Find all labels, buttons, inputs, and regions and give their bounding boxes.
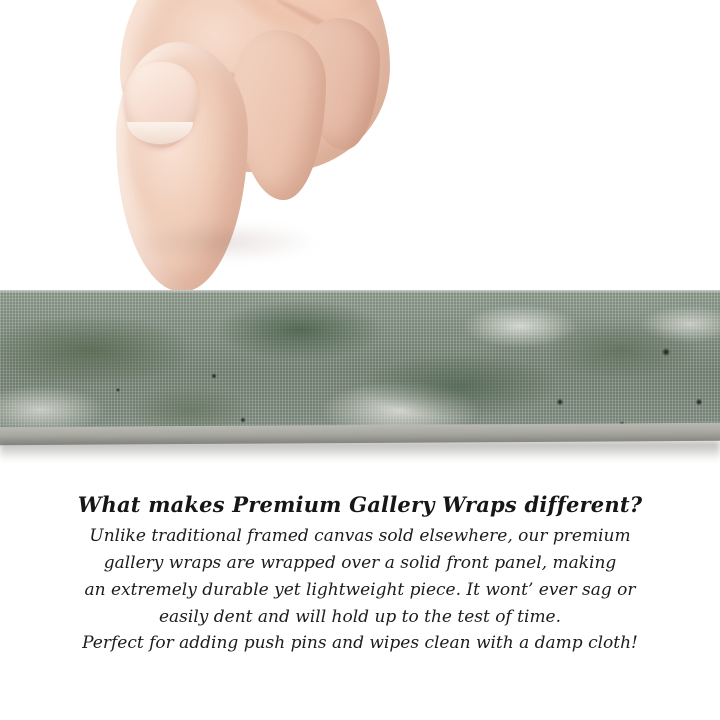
canvas-drop-shadow <box>0 441 720 461</box>
canvas-top-highlight <box>0 290 720 293</box>
caption-line: gallery wraps are wrapped over a solid front panel, making <box>103 552 617 573</box>
caption-heading: What makes Premium Gallery Wraps different? <box>77 492 643 517</box>
caption-line: Unlike traditional framed canvas sold elsewhere, our premium <box>89 526 631 546</box>
hand-pressing-icon <box>96 0 396 312</box>
caption-line: easily dent and will hold up to the test of time. <box>158 606 562 627</box>
canvas-edge-icon <box>0 290 720 440</box>
caption-block <box>0 492 720 657</box>
caption-body <box>50 523 670 657</box>
middle-finger <box>234 30 326 200</box>
caption-line: an extremely durable yet lightweight piece. It wont’ ever sag or <box>84 579 636 600</box>
hand-shadow <box>136 222 316 262</box>
caption-line: Perfect for adding push pins and wipes clean with a damp cloth! <box>82 633 638 654</box>
